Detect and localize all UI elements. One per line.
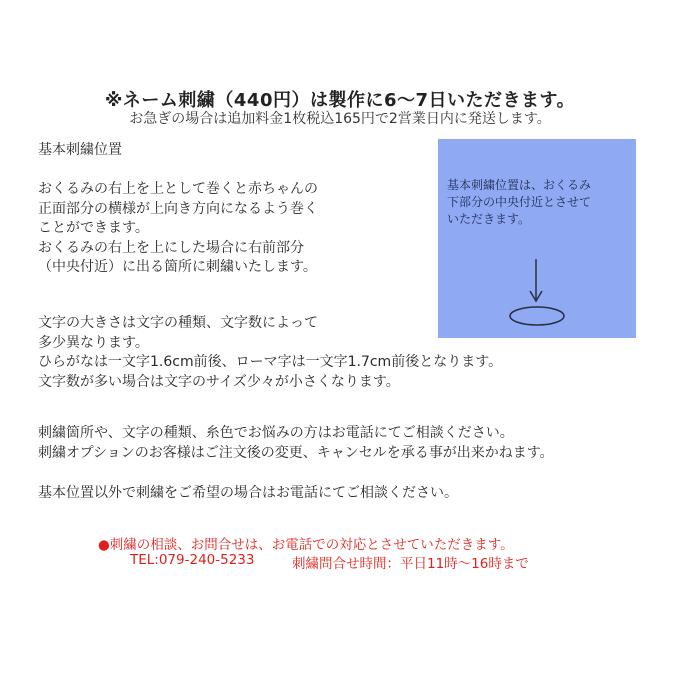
position-line: 正面部分の横様が上向き方向になるよう巻く [38, 200, 318, 217]
notice-subtitle: お急ぎの場合は追加料金1枚税込165円で2営業日内に発送します。 [129, 111, 551, 127]
embroidery-spot-icon [510, 307, 564, 325]
other-position-note: 基本位置以外で刺繍をご希望の場合はお電話にてご相談ください。 [38, 485, 458, 501]
consult-line: 刺繍箇所や、文字の種類、糸色でお悩みの方はお電話にてご相談ください。 [38, 425, 514, 441]
contact-hours: 刺繍問合せ時間：平日11時～16時まで [292, 556, 529, 572]
diagram-caption-line: いただきます。 [447, 212, 531, 226]
position-heading: 基本刺繍位置 [38, 142, 122, 158]
contact-phone: TEL:079-240-5233 [130, 552, 255, 568]
position-line: （中央付近）に出る箇所に刺繍いたします。 [38, 259, 317, 275]
diagram-graphic [438, 139, 636, 338]
position-section [38, 141, 318, 278]
position-line: おくるみの右上を上として巻くと赤ちゃんの [38, 181, 318, 197]
diagram-caption-line: 基本刺繍位置は、おくるみ [447, 178, 592, 192]
size-line: 文字の大きさは文字の種類、文字数によって [38, 315, 318, 331]
notice-title: ※ネーム刺繍（440円）は製作に6～7日いただきます。 [104, 90, 576, 111]
position-line: おくるみの右上を上にした場合に右前部分 [38, 239, 304, 256]
size-line: ひらがなは一文字1.6cm前後、ローマ字は一文字1.7cm前後となります。 [38, 354, 503, 370]
embroidery-position-diagram [438, 139, 636, 338]
size-line: 文字数が多い場合は文字のサイズ少々が小さくなります。 [38, 373, 400, 390]
size-section [38, 314, 502, 392]
contact-line: ●刺繍の相談、お問合せは、お電話での対応とさせていただきます。 [98, 537, 514, 553]
diagram-caption-line: 下部分の中央付近とさせて [447, 195, 592, 209]
consult-line: 刺繍オプションのお客様はご注文後の変更、キャンセルを承る事が出来かねます。 [38, 444, 554, 461]
consult-section [38, 424, 554, 463]
size-line: 多少異なります。 [38, 334, 149, 351]
position-line: ことができます。 [38, 220, 149, 236]
